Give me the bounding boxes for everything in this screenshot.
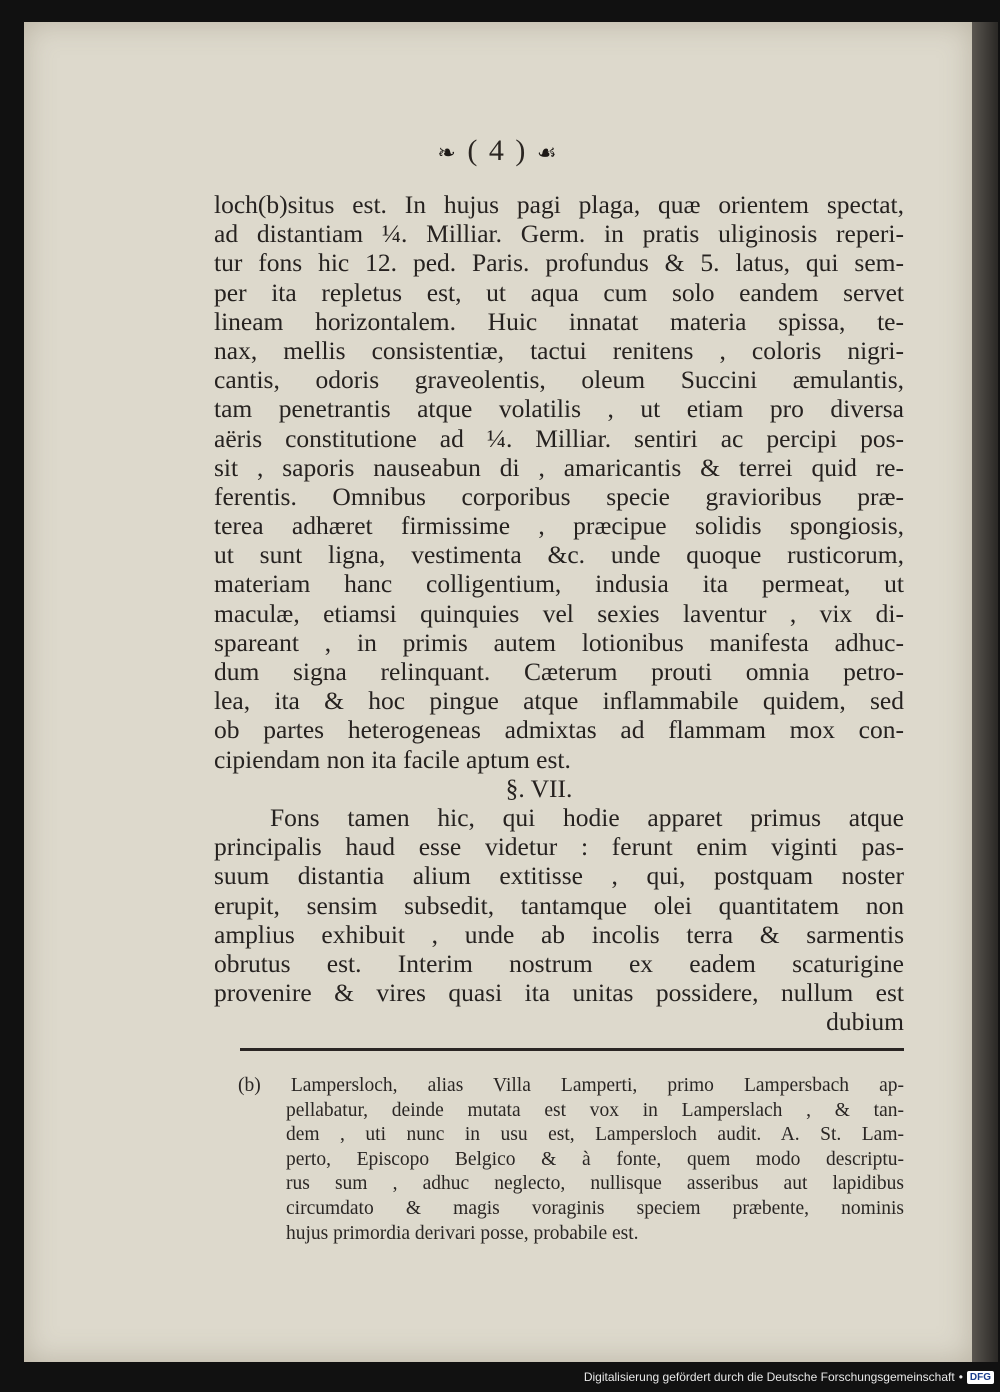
text-line: ut sunt ligna, vestimenta &c. unde quoque rusticorum, bbox=[214, 540, 904, 570]
digitization-credit bbox=[584, 1368, 994, 1386]
text-line: Fons tamen hic, qui hodie apparet primus atque bbox=[270, 802, 904, 832]
text-line: ob partes heterogeneas admixtas ad flammam mox con- bbox=[214, 715, 904, 745]
footnote-divider bbox=[240, 1048, 904, 1051]
section-heading: §. VII. bbox=[505, 773, 573, 803]
text-line: nax, mellis consistentiæ, tactui renitens , coloris nigri- bbox=[214, 335, 904, 365]
text-line: lineam horizontalem. Huic innatat materia spissa, te- bbox=[214, 306, 904, 336]
text-line: maculæ, etiamsi quinquies vel sexies laventur , vix di- bbox=[214, 598, 904, 628]
footnote-marker: (b) bbox=[238, 1075, 261, 1096]
text-line: aëris constitutione ad ¼. Milliar. sentiri ac percipi pos- bbox=[214, 423, 904, 453]
text-line: sit , saporis nauseabun di , amaricantis & terrei quid re- bbox=[214, 452, 904, 482]
footnote-line-text: Lampersloch, alias Villa Lamperti, primo Lampersbach ap- bbox=[290, 1075, 904, 1096]
text-line: dum signa relinquant. Cæterum prouti omnia petro- bbox=[214, 657, 904, 686]
ornament-left-icon: ❧ bbox=[437, 140, 458, 166]
text-line: principalis haud esse videtur : ferunt enim viginti pas- bbox=[214, 832, 904, 862]
text-line: cantis, odoris graveolentis, oleum Succini æmulantis, bbox=[214, 365, 904, 395]
footnote-line bbox=[238, 1074, 904, 1099]
footnote-line: pellabatur, deinde mutata est vox in Lamperslach , & tan- bbox=[286, 1099, 904, 1121]
footnote-line: dem , uti nunc in usu est, Lampersloch audit. A. St. Lam- bbox=[286, 1124, 904, 1146]
scanned-page bbox=[24, 22, 972, 1362]
dfg-logo-icon: DFG bbox=[967, 1371, 994, 1384]
text-line: amplius exhibuit , unde ab incolis terra & sarmentis bbox=[214, 919, 904, 949]
text-line: obrutus est. Interim nostrum ex eadem scaturigine bbox=[214, 948, 904, 978]
text-line: per ita repletus est, ut aqua cum solo eandem servet bbox=[214, 277, 904, 307]
text-line: ad distantiam ¼. Milliar. Germ. in pratis uliginosis reperi- bbox=[214, 219, 904, 249]
text-line: suum distantia alium extitisse , qui, postquam noster bbox=[214, 861, 904, 891]
main-text-block bbox=[214, 190, 904, 1036]
footnote-line: hujus primordia derivari posse, probabile est. bbox=[286, 1222, 639, 1244]
credit-text: Digitalisierung gefördert durch die Deutsche Forschungsgemeinschaft bbox=[583, 1370, 955, 1384]
page-number: ( 4 ) bbox=[467, 134, 528, 167]
credit-separator: • bbox=[958, 1370, 963, 1384]
book-spine-edge bbox=[972, 22, 998, 1362]
text-line: tam penetrantis atque volatilis , ut etiam pro diversa bbox=[214, 394, 904, 424]
text-line: erupit, sensim subsedit, tantamque olei quantitatem non bbox=[214, 890, 904, 920]
text-line: materiam hanc colligentium, indusia ita permeat, ut bbox=[214, 569, 904, 599]
text-line: loch(b)situs est. In hujus pagi plaga, quæ orientem spectat, bbox=[214, 190, 904, 219]
footnote-line: circumdato & magis voraginis speciem præbente, nominis bbox=[286, 1197, 904, 1219]
text-line: provenire & vires quasi ita unitas possidere, nullum est bbox=[214, 978, 904, 1008]
footnote-block bbox=[238, 1074, 904, 1246]
text-line: ferentis. Omnibus corporibus specie gravioribus præ- bbox=[214, 481, 904, 511]
footnote-line: rus sum , adhuc neglecto, nullisque asseribus aut lapidibus bbox=[286, 1173, 904, 1195]
ornament-right-icon: ☙ bbox=[536, 140, 559, 166]
catchword: dubium bbox=[826, 1007, 904, 1037]
text-line: spareant , in primis autem lotionibus manifesta adhuc- bbox=[214, 627, 904, 657]
text-line: tur fons hic 12. ped. Paris. profundus & 5. latus, qui sem- bbox=[214, 248, 904, 278]
text-line: terea adhæret firmissime , præcipue solidis spongiosis, bbox=[214, 511, 904, 541]
text-line: lea, ita & hoc pingue atque inflammabile quidem, sed bbox=[214, 686, 904, 716]
text-line: cipiendam non ita facile aptum est. bbox=[214, 744, 571, 774]
page-header bbox=[24, 134, 972, 168]
footnote-line: perto, Episcopo Belgico & à fonte, quem modo descriptu- bbox=[286, 1148, 904, 1170]
